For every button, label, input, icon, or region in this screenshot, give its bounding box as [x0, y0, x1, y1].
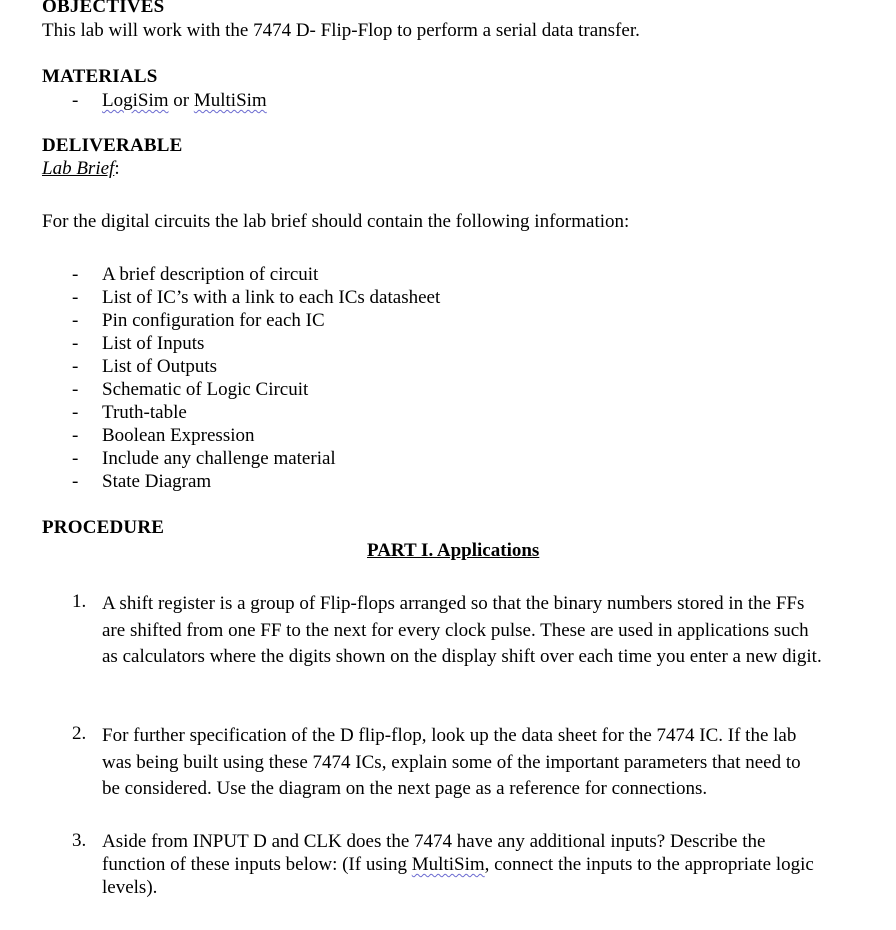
step-text [102, 830, 822, 899]
list-item: List of IC’s with a link to each ICs datasheet [102, 287, 441, 308]
list-item: Pin configuration for each IC [102, 310, 325, 331]
lab-brief-label: Lab Brief [42, 158, 115, 179]
procedure-heading: PROCEDURE [42, 517, 165, 538]
list-item-dash: - [72, 425, 79, 446]
materials-joiner: or [168, 90, 194, 111]
objectives-text: This lab will work with the 7474 D- Flip-Flop to perform a serial data transfer. [42, 20, 640, 41]
step-number: 1. [72, 591, 87, 612]
list-item: Include any challenge material [102, 448, 336, 469]
part-title: PART I. Applications [367, 540, 540, 561]
list-item-dash: - [72, 448, 79, 469]
list-item-dash: - [72, 264, 79, 285]
step-text: For further specification of the D flip-flop, look up the data sheet for the 7474 IC. If the lab was being built using these 7474 ICs, explain some of the important parameters that need to be considered. Use the diagram on the next page as a reference for connections. [102, 725, 801, 799]
logisim-text: LogiSim [102, 90, 169, 111]
list-item: A brief description of circuit [102, 264, 319, 285]
lab-brief-subheading [42, 158, 120, 180]
materials-heading: MATERIALS [42, 66, 158, 87]
list-item-dash: - [72, 333, 79, 354]
lab-brief-colon: : [114, 158, 120, 179]
list-item: Truth-table [102, 402, 187, 423]
list-item: List of Inputs [102, 333, 205, 354]
materials-dash: - [72, 90, 79, 111]
step-text-part: Aside from INPUT D and CLK does the 7474 have any additional inputs? Describe the function of these inputs below: (If using [102, 831, 766, 875]
list-item-dash: - [72, 471, 79, 492]
list-item-dash: - [72, 379, 79, 400]
list-item: Schematic of Logic Circuit [102, 379, 309, 400]
step-number: 2. [72, 723, 87, 744]
materials-item [102, 90, 267, 112]
list-item: List of Outputs [102, 356, 218, 377]
deliverable-heading: DELIVERABLE [42, 135, 183, 156]
multisim-text: MultiSim [193, 90, 267, 111]
list-item: State Diagram [102, 471, 212, 492]
list-item-dash: - [72, 402, 79, 423]
list-item-dash: - [72, 287, 79, 308]
step-number: 3. [72, 830, 87, 851]
step-text: A shift register is a group of Flip-flops arranged so that the binary numbers stored in the FFs are shifted from one FF to the next for every clock pulse. These are used in applications such as calculators where the digits shown on the display shift over each time you enter a new digit. [102, 593, 822, 667]
objectives-heading: OBJECTIVES [42, 0, 165, 17]
step-text-part: , connect the inputs to the appropriate logic levels). [102, 854, 814, 898]
list-item-dash: - [72, 356, 79, 377]
multisim-text: MultiSim [411, 854, 485, 875]
intro-text: For the digital circuits the lab brief should contain the following information: [42, 211, 630, 232]
list-item-dash: - [72, 310, 79, 331]
list-item: Boolean Expression [102, 425, 255, 446]
